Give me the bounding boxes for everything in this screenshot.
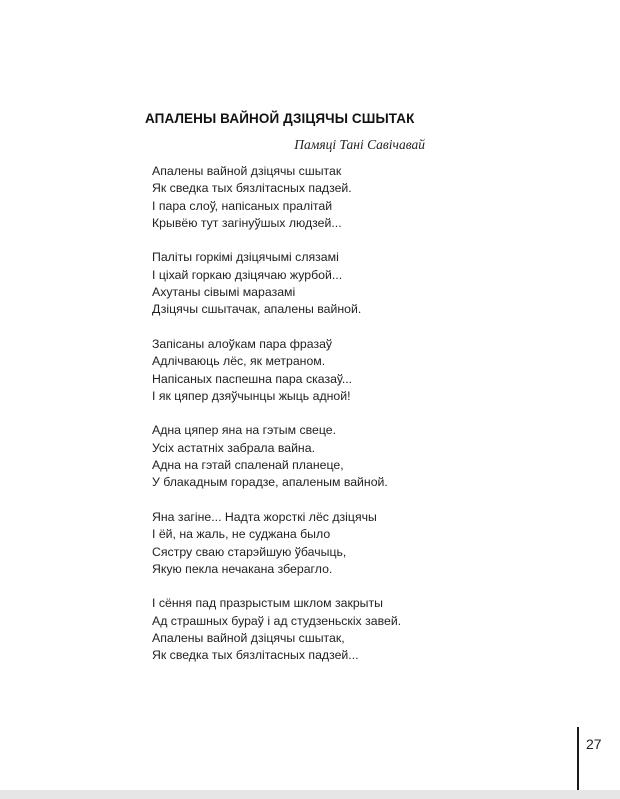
poem-body xyxy=(152,163,482,682)
bottom-edge-strip xyxy=(0,790,620,799)
poem-line: Апалены вайной дзіцячы сшытак, xyxy=(152,631,345,646)
poem-line: Сястру сваю старэйшую ўбачыць, xyxy=(152,544,347,559)
page-number-rule xyxy=(577,727,579,792)
poem-line: І пара слоў, напісаных пралітай xyxy=(152,198,333,213)
poem-line: Якую пекла нечакана зберагло. xyxy=(152,561,333,576)
poem-line: Яна загіне... Надта жорсткі лёс дзіцячы xyxy=(152,509,377,524)
poem-line: Крывёю тут загінуўшых людзей... xyxy=(152,215,342,230)
poem-line: Запісаны алоўкам пара фразаў xyxy=(152,336,333,351)
poem-stanza xyxy=(152,509,482,578)
poem-line: Ад страшных бураў і ад студзеньскіх завей. xyxy=(152,613,402,628)
poem-line: Напісаных паспешна пара сказаў... xyxy=(152,371,353,386)
poem-line: Адлічваюць лёс, як метраном. xyxy=(152,354,326,369)
poem-line: Усіх астатніх забрала вайна. xyxy=(152,440,315,455)
poem-line: І як цяпер дзяўчынцы жыць адной! xyxy=(152,388,351,403)
poem-title: АПАЛЕНЫ ВАЙНОЙ ДЗІЦЯЧЫ СШЫТАК xyxy=(145,111,415,126)
page-number: 27 xyxy=(586,736,602,752)
poem-line: У блакадным горадзе, апаленым вайной. xyxy=(152,475,388,490)
poem-line: Дзіцячы сшытачак, апалены вайной. xyxy=(152,302,362,317)
poem-line: І ёй, на жаль, не суджана было xyxy=(152,527,331,542)
poem-stanza xyxy=(152,249,482,318)
poem-stanza xyxy=(152,163,482,232)
poem-line: Як сведка тых бязлітасных падзей... xyxy=(152,648,359,663)
poem-line: І ціхай горкаю дзіцячаю журбой... xyxy=(152,267,343,282)
poem-dedication: Памяці Тані Савічавай xyxy=(294,137,425,152)
poem-line: Паліты горкімі дзіцячымі слязамі xyxy=(152,250,339,265)
poem-line: Як сведка тых бязлітасных падзей. xyxy=(152,181,352,196)
poem-line: Адна цяпер яна на гэтым свеце. xyxy=(152,423,337,438)
poem-line: І сёння пад празрыстым шклом закрыты xyxy=(152,596,383,611)
poem-stanza xyxy=(152,422,482,491)
poem-line: Адна на гэтай спаленай планеце, xyxy=(152,458,344,473)
poem-stanza xyxy=(152,595,482,664)
poem-line: Апалены вайной дзіцячы сшытак xyxy=(152,164,342,178)
poem-stanza xyxy=(152,336,482,405)
poem-line: Ахутаны сівымі маразамі xyxy=(152,285,296,300)
